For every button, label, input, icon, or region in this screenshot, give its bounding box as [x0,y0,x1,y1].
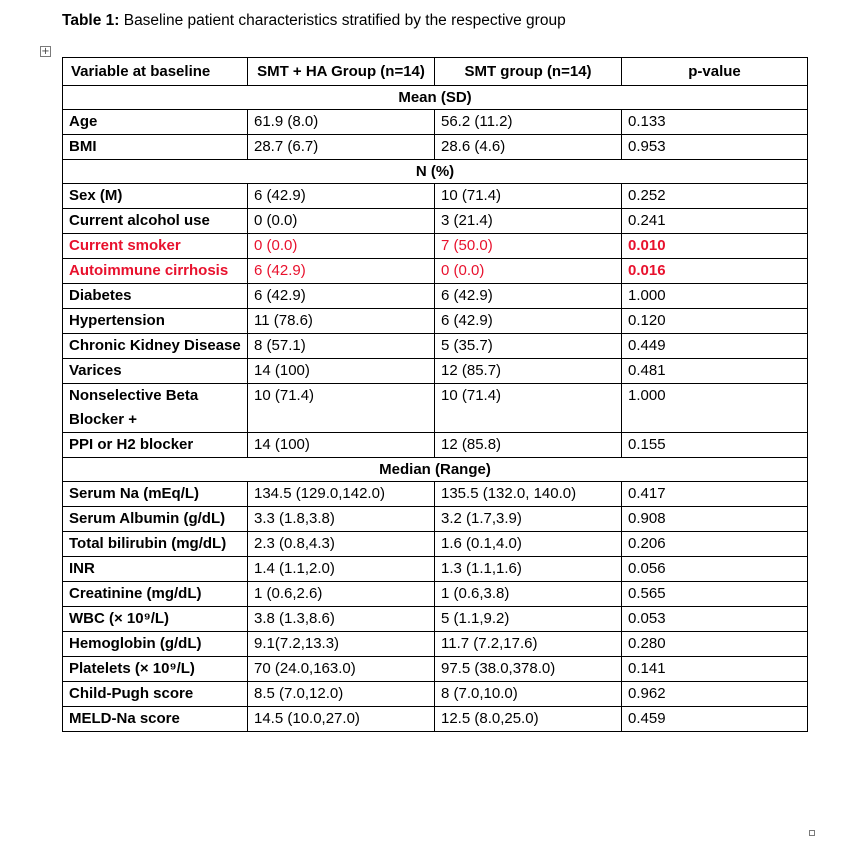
row-group1-value: 8 (57.1) [248,334,435,359]
row-group2-value: 8 (7.0,10.0) [435,682,622,707]
row-group1-value: 14 (100) [248,359,435,384]
row-group1-value: 3.8 (1.3,8.6) [248,607,435,632]
row-group2-value: 7 (50.0) [435,234,622,259]
table-row [63,582,808,607]
table-row [63,359,808,384]
row-variable: PPI or H2 blocker [63,433,248,458]
table-row [63,682,808,707]
row-group1-value: 61.9 (8.0) [248,110,435,135]
table-row [63,482,808,507]
row-pvalue: 0.953 [622,135,808,160]
row-pvalue: 0.016 [622,259,808,284]
row-variable: Age [63,110,248,135]
row-group1-value: 8.5 (7.0,12.0) [248,682,435,707]
table-row [63,632,808,657]
caption-label: Table 1: [62,12,120,29]
row-variable: WBC (× 10⁹/L) [63,607,248,632]
row-pvalue: 0.908 [622,507,808,532]
row-group2-value: 12 (85.8) [435,433,622,458]
row-variable: Serum Na (mEq/L) [63,482,248,507]
caption-text: Baseline patient characteristics stratified by the respective group [119,12,566,29]
table-row [63,209,808,234]
table-row [63,234,808,259]
header-group2: SMT group (n=14) [435,58,622,86]
row-variable: Platelets (× 10⁹/L) [63,657,248,682]
section-row-median [63,458,808,482]
table-row [63,309,808,334]
header-group1: SMT + HA Group (n=14) [248,58,435,86]
row-pvalue: 0.206 [622,532,808,557]
row-group2-value: 12.5 (8.0,25.0) [435,707,622,732]
table-row [63,507,808,532]
row-group1-value: 1.4 (1.1,2.0) [248,557,435,582]
row-group1-value: 70 (24.0,163.0) [248,657,435,682]
row-group2-value: 3 (21.4) [435,209,622,234]
table-row [63,384,808,433]
row-group2-value: 135.5 (132.0, 140.0) [435,482,622,507]
row-group2-value: 10 (71.4) [435,184,622,209]
table-row [63,135,808,160]
rows-median [63,482,808,732]
row-pvalue: 1.000 [622,284,808,309]
row-variable: Child-Pugh score [63,682,248,707]
rows-n [63,184,808,458]
row-pvalue: 0.280 [622,632,808,657]
row-variable: Creatinine (mg/dL) [63,582,248,607]
row-group2-value: 0 (0.0) [435,259,622,284]
section-n: N (%) [63,160,808,184]
header-pvalue: p-value [622,58,808,86]
row-pvalue: 0.459 [622,707,808,732]
row-group2-value: 3.2 (1.7,3.9) [435,507,622,532]
row-group1-value: 2.3 (0.8,4.3) [248,532,435,557]
row-variable: Current alcohol use [63,209,248,234]
row-group1-value: 9.1(7.2,13.3) [248,632,435,657]
row-pvalue: 0.133 [622,110,808,135]
row-variable: Chronic Kidney Disease [63,334,248,359]
table-row [63,657,808,682]
row-pvalue: 0.010 [622,234,808,259]
row-pvalue: 0.565 [622,582,808,607]
row-group2-value: 6 (42.9) [435,309,622,334]
row-group1-value: 6 (42.9) [248,259,435,284]
row-group2-value: 10 (71.4) [435,384,622,433]
row-group2-value: 1.3 (1.1,1.6) [435,557,622,582]
row-group2-value: 97.5 (38.0,378.0) [435,657,622,682]
row-pvalue: 0.141 [622,657,808,682]
move-handle-icon[interactable]: + [41,46,50,57]
row-variable: Hemoglobin (g/dL) [63,632,248,657]
resize-handle-icon[interactable] [809,830,815,836]
row-variable: Hypertension [63,309,248,334]
row-group1-value: 6 (42.9) [248,184,435,209]
baseline-table [62,57,808,732]
row-group1-value: 0 (0.0) [248,209,435,234]
section-median: Median (Range) [63,458,808,482]
row-variable: MELD-Na score [63,707,248,732]
table-row [63,334,808,359]
row-group1-value: 28.7 (6.7) [248,135,435,160]
row-group2-value: 28.6 (4.6) [435,135,622,160]
row-pvalue: 0.056 [622,557,808,582]
table-row [63,284,808,309]
row-variable: Diabetes [63,284,248,309]
row-pvalue: 0.417 [622,482,808,507]
row-variable: Nonselective Beta Blocker + [63,384,248,433]
row-variable: Varices [63,359,248,384]
row-group2-value: 1 (0.6,3.8) [435,582,622,607]
table-row [63,184,808,209]
row-pvalue: 0.120 [622,309,808,334]
row-group2-value: 1.6 (0.1,4.0) [435,532,622,557]
table-row [63,110,808,135]
section-row-mean [63,86,808,110]
row-group1-value: 1 (0.6,2.6) [248,582,435,607]
row-pvalue: 0.241 [622,209,808,234]
row-group1-value: 10 (71.4) [248,384,435,433]
table-row [63,259,808,284]
row-variable: Autoimmune cirrhosis [63,259,248,284]
row-group1-value: 0 (0.0) [248,234,435,259]
section-mean: Mean (SD) [63,86,808,110]
header-row [63,58,808,86]
row-variable: Serum Albumin (g/dL) [63,507,248,532]
rows-mean [63,110,808,160]
row-group2-value: 6 (42.9) [435,284,622,309]
row-variable: INR [63,557,248,582]
table-row [63,557,808,582]
row-pvalue: 0.481 [622,359,808,384]
row-group2-value: 11.7 (7.2,17.6) [435,632,622,657]
row-group2-value: 5 (1.1,9.2) [435,607,622,632]
row-pvalue: 0.252 [622,184,808,209]
table-row [63,433,808,458]
row-variable: Total bilirubin (mg/dL) [63,532,248,557]
row-group1-value: 3.3 (1.8,3.8) [248,507,435,532]
row-variable: Sex (M) [63,184,248,209]
row-pvalue: 0.449 [622,334,808,359]
table-row [63,707,808,732]
row-group1-value: 134.5 (129.0,142.0) [248,482,435,507]
row-group1-value: 14 (100) [248,433,435,458]
row-pvalue: 0.053 [622,607,808,632]
row-group2-value: 12 (85.7) [435,359,622,384]
row-group2-value: 5 (35.7) [435,334,622,359]
row-group1-value: 11 (78.6) [248,309,435,334]
row-pvalue: 1.000 [622,384,808,433]
table-row [63,532,808,557]
row-group2-value: 56.2 (11.2) [435,110,622,135]
row-pvalue: 0.155 [622,433,808,458]
table-row [63,607,808,632]
row-variable: BMI [63,135,248,160]
table-caption [62,12,566,30]
row-pvalue: 0.962 [622,682,808,707]
header-variable: Variable at baseline [63,58,248,86]
row-group1-value: 6 (42.9) [248,284,435,309]
row-group1-value: 14.5 (10.0,27.0) [248,707,435,732]
section-row-n [63,160,808,184]
row-variable: Current smoker [63,234,248,259]
